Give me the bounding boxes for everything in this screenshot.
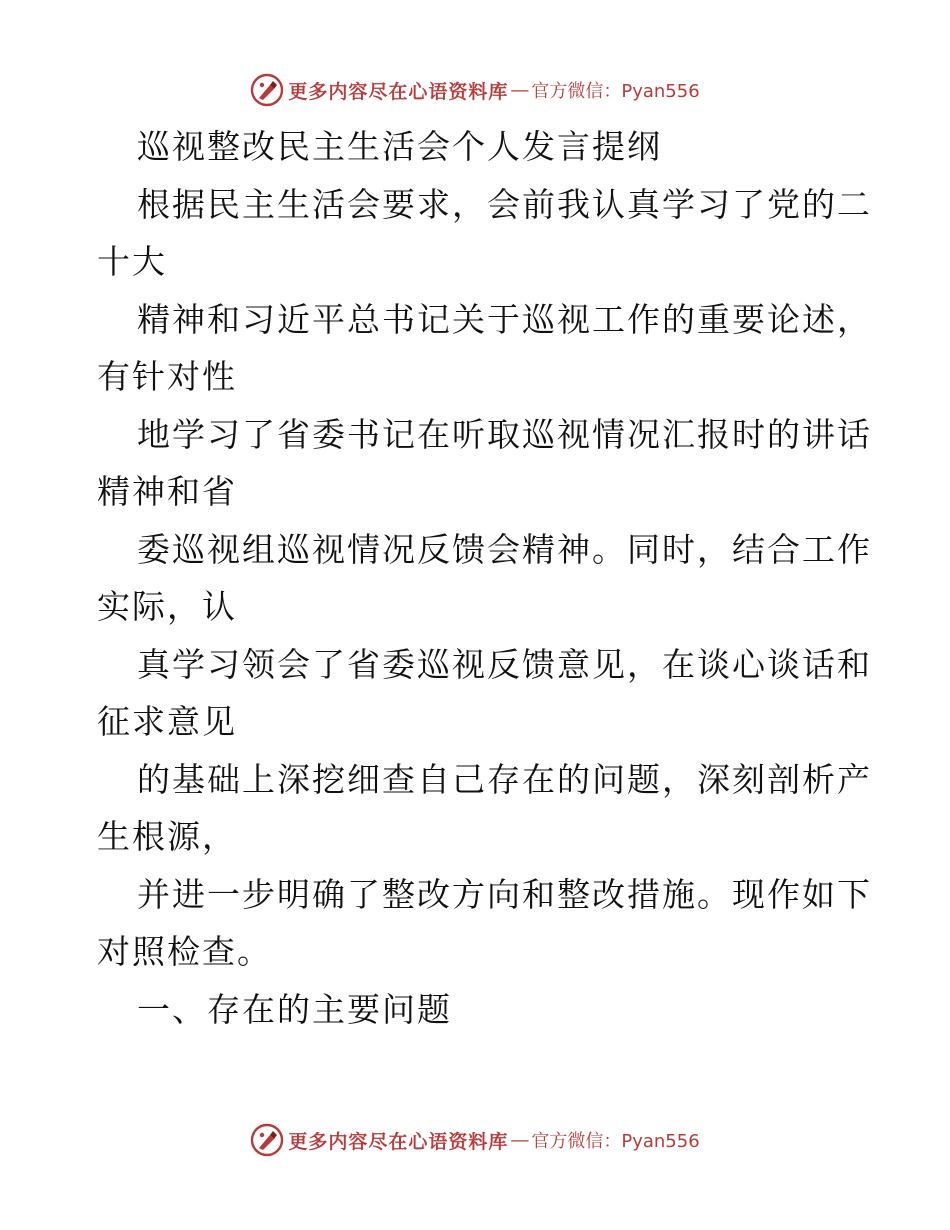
footer-watermark [0,1120,950,1160]
pen-logo-icon [250,73,284,107]
document-body [97,118,872,1038]
text-line: 精神和省 [97,472,237,511]
text-line: 并进一步明确了整改方向和整改措施。现作如下 [137,874,872,914]
watermark-brand: 更多内容尽在心语资料库 [288,80,509,103]
header-watermark [0,70,950,110]
text-line: 有针对性 [97,357,237,396]
watermark-wechat: 官方微信：Pyan556 [531,81,700,102]
pen-logo-icon [250,1123,284,1157]
text-line: 实际，认 [97,587,237,626]
text-line: 的基础上深挖细查自己存在的问题，深刻剖析产 [137,759,872,799]
text-line: 生根源， [97,817,237,856]
watermark-brand: 更多内容尽在心语资料库 [288,1130,509,1153]
watermark-dash: — [510,1129,530,1151]
text-line: 地学习了省委书记在听取巡视情况汇报时的讲话 [137,414,872,454]
text-line: 十大 [97,242,167,281]
watermark-wechat: 官方微信：Pyan556 [531,1131,700,1152]
section-heading: 一、存在的主要问题 [137,989,452,1029]
text-line: 委巡视组巡视情况反馈会精神。同时，结合工作 [137,529,872,569]
document-title: 巡视整改民主生活会个人发言提纲 [137,127,662,166]
text-line: 真学习领会了省委巡视反馈意见，在谈心谈话和 [137,644,872,684]
text-line: 对照检查。 [97,932,272,971]
text-line: 征求意见 [97,702,237,741]
watermark-dash: — [510,79,530,101]
text-line: 精神和习近平总书记关于巡视工作的重要论述， [137,299,872,339]
text-line: 根据民主生活会要求，会前我认真学习了党的二 [137,184,872,224]
